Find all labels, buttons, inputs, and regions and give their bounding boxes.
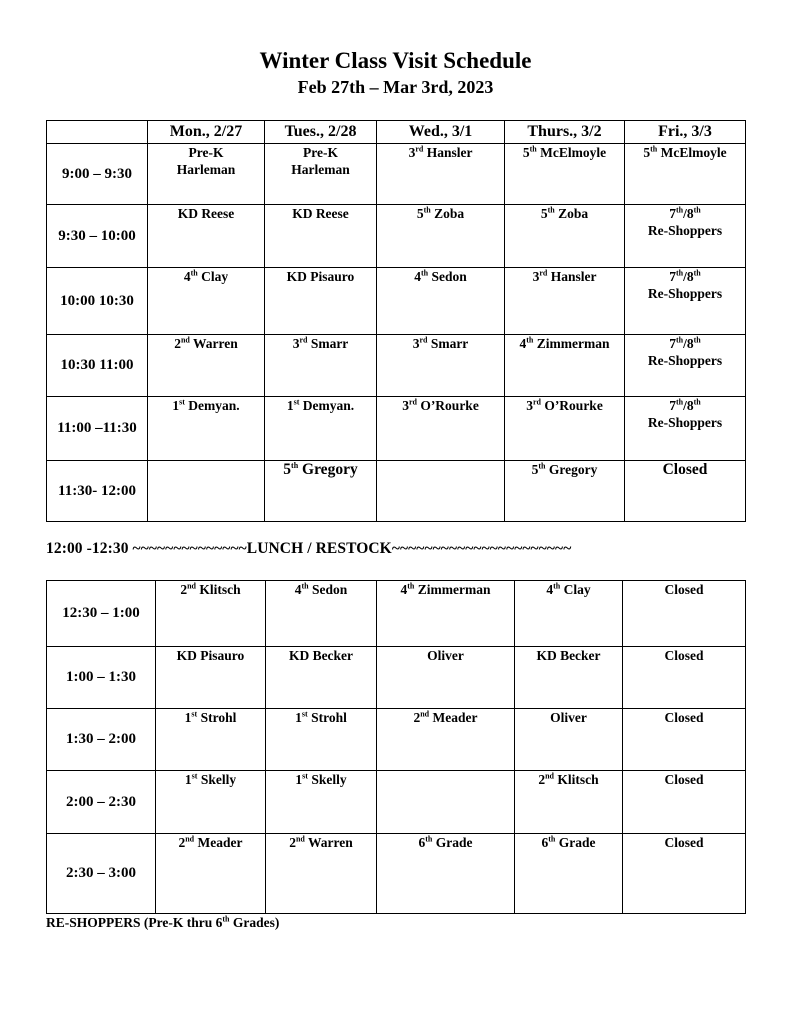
teacher-name: Closed — [664, 835, 704, 850]
teacher-name: Oliver — [550, 710, 587, 725]
grade-number: 3 — [402, 398, 409, 413]
ordinal-suffix: th — [291, 460, 299, 470]
class-cell — [515, 581, 623, 647]
grade-number: 1 — [286, 398, 294, 413]
teacher-name: O’Rourke — [420, 398, 479, 413]
teacher-name: Zoba — [558, 206, 589, 221]
class-cell — [623, 647, 746, 709]
ordinal-suffix: rd — [408, 397, 417, 407]
class-cell — [377, 709, 515, 771]
class-cell — [148, 268, 265, 335]
teacher-name: Zimmerman — [536, 336, 610, 351]
ordinal-suffix: th — [423, 205, 431, 215]
schedule-row — [47, 834, 746, 914]
grade-number: 7 — [669, 336, 676, 351]
grade-number: 1 — [172, 398, 180, 413]
teacher-name: Klitsch — [199, 582, 241, 597]
class-cell — [505, 335, 625, 397]
class-label: Re-Shoppers — [647, 415, 723, 430]
teacher-name: Clay — [201, 269, 229, 284]
teacher-name: Clay — [563, 582, 591, 597]
class-cell — [265, 268, 377, 335]
class-cell — [515, 647, 623, 709]
grade-number: 3 — [292, 336, 300, 351]
time-slot: 10:30 11:00 — [47, 335, 148, 397]
grade-number: 4 — [183, 269, 191, 284]
class-cell — [623, 709, 746, 771]
class-cell — [148, 461, 265, 522]
teacher-name: Klitsch — [557, 772, 599, 787]
grade-number: 8 — [686, 336, 694, 351]
grade-number: 6 — [418, 835, 426, 850]
class-cell — [377, 581, 515, 647]
teacher-name: Skelly — [311, 772, 347, 787]
ordinal-suffix: th — [538, 461, 546, 471]
reshoppers-footnote — [46, 915, 279, 931]
schedule-row — [47, 647, 746, 709]
teacher-name: Closed — [662, 461, 708, 478]
grade-number: 2 — [538, 772, 546, 787]
grade-number: 5 — [283, 461, 292, 478]
teacher-name: Smarr — [310, 336, 349, 351]
grade-number: 1 — [295, 772, 303, 787]
class-label: Re-Shoppers — [647, 223, 723, 238]
teacher-name: Oliver — [427, 648, 464, 663]
ordinal-suffix: rd — [415, 144, 424, 154]
ordinal-suffix: th — [407, 581, 415, 591]
page-title: Winter Class Visit Schedule — [259, 48, 532, 73]
class-cell — [377, 647, 515, 709]
class-cell — [377, 144, 505, 205]
teacher-name: Closed — [664, 648, 704, 663]
ordinal-suffix: nd — [420, 709, 430, 719]
grade-number: 5 — [531, 462, 539, 477]
schedule-row — [47, 335, 746, 397]
teacher-name: Harleman — [176, 162, 236, 177]
class-cell — [266, 647, 377, 709]
grade-number: 2 — [178, 835, 186, 850]
teacher-name: Closed — [664, 710, 704, 725]
class-cell — [148, 205, 265, 268]
grade-number: 8 — [686, 206, 694, 221]
class-cell — [377, 461, 505, 522]
class-cell — [377, 268, 505, 335]
ordinal-suffix: th — [693, 268, 701, 278]
class-cell — [515, 771, 623, 834]
ordinal-suffix: rd — [419, 335, 428, 345]
ordinal-suffix: th — [650, 144, 658, 154]
ordinal-suffix: th — [420, 268, 429, 278]
teacher-name: Smarr — [430, 336, 469, 351]
schedule-row — [47, 709, 746, 771]
class-cell — [623, 771, 746, 834]
class-cell: 7th/8th Re-Shoppers — [625, 205, 746, 268]
ordinal-suffix: th — [675, 397, 684, 407]
class-cell — [265, 335, 377, 397]
grade-number: 4 — [414, 269, 421, 284]
teacher-name: Sedon — [431, 269, 467, 284]
class-cell — [515, 709, 623, 771]
class-cell — [266, 771, 377, 834]
grade-number: 3 — [412, 336, 420, 351]
ordinal-suffix: st — [191, 771, 198, 781]
schedule-row — [47, 397, 746, 461]
grade-number: 3 — [526, 398, 533, 413]
page-subtitle: Feb 27th – Mar 3rd, 2023 — [297, 77, 494, 97]
corner-cell — [47, 121, 148, 144]
teacher-name: O’Rourke — [544, 398, 603, 413]
teacher-name: Strohl — [200, 710, 237, 725]
day-header: Mon., 2/27 — [148, 121, 265, 144]
ordinal-suffix: th — [547, 205, 555, 215]
ordinal-suffix: nd — [185, 834, 195, 844]
time-slot: 1:00 – 1:30 — [47, 647, 156, 709]
time-slot: 11:00 –11:30 — [47, 397, 148, 461]
teacher-name: Harleman — [291, 162, 350, 177]
teacher-name: Sedon — [311, 582, 348, 597]
schedule-row — [47, 268, 746, 335]
ordinal-suffix: th — [529, 144, 537, 154]
teacher-name: Closed — [664, 582, 704, 597]
day-header-row — [47, 121, 746, 144]
morning-schedule-table — [46, 120, 746, 522]
ordinal-suffix: th — [553, 581, 561, 591]
day-header: Wed., 3/1 — [377, 121, 505, 144]
class-cell: 7th/8th Re-Shoppers — [625, 335, 746, 397]
teacher-name: KD Becker — [288, 648, 354, 663]
class-cell: 7th/8th Re-Shoppers — [625, 268, 746, 335]
ordinal-suffix: th — [190, 268, 198, 278]
ordinal-suffix: nd — [545, 771, 554, 781]
ordinal-suffix: st — [179, 397, 185, 407]
teacher-name: McElmoyle — [540, 145, 607, 160]
teacher-name: KD Reese — [177, 206, 235, 221]
grade-number: 3 — [408, 145, 416, 160]
class-cell — [265, 397, 377, 461]
day-header: Thurs., 3/2 — [505, 121, 625, 144]
class-cell — [377, 205, 505, 268]
grade-number: 7 — [669, 269, 676, 284]
grade-number: 6 — [541, 835, 549, 850]
ordinal-suffix: rd — [532, 397, 541, 407]
class-cell — [625, 461, 746, 522]
ordinal-suffix: st — [293, 397, 300, 407]
class-cell — [377, 397, 505, 461]
ordinal-suffix: th — [675, 205, 684, 215]
class-cell: 7th/8th Re-Shoppers — [625, 397, 746, 461]
schedule-row — [47, 461, 746, 522]
class-cell — [623, 834, 746, 914]
day-header: Fri., 3/3 — [625, 121, 746, 144]
schedule-row — [47, 144, 746, 205]
schedule-row — [47, 205, 746, 268]
class-cell — [156, 709, 266, 771]
class-cell — [156, 581, 266, 647]
ordinal-suffix: th — [425, 834, 433, 844]
teacher-name: Warren — [308, 835, 353, 850]
class-cell — [266, 709, 377, 771]
class-cell — [266, 581, 377, 647]
class-cell — [515, 834, 623, 914]
teacher-name: McElmoyle — [660, 145, 727, 160]
class-cell — [505, 268, 625, 335]
class-cell — [265, 461, 377, 522]
lunch-restock-line: 12:00 -12:30 ~~~~~~~~~~~~~~LUNCH / RESTOCK~~~~~~~~~~~~~~~~~~~~~~ — [46, 540, 572, 557]
grade-number: 2 — [174, 336, 181, 351]
class-cell — [266, 834, 377, 914]
teacher-name: Grade — [435, 835, 473, 850]
ordinal-suffix: th — [548, 834, 556, 844]
ordinal-suffix: rd — [299, 335, 308, 345]
ordinal-suffix: st — [302, 771, 308, 781]
ordinal-suffix: rd — [539, 268, 548, 278]
class-cell — [623, 581, 746, 647]
ordinal-suffix: nd — [187, 581, 196, 591]
class-label: Pre-K — [303, 145, 338, 160]
class-cell — [377, 335, 505, 397]
grade-number: 2 — [413, 710, 421, 725]
teacher-name: Warren — [193, 336, 238, 351]
teacher-name: Meader — [432, 710, 478, 725]
teacher-name: Closed — [664, 772, 704, 787]
class-cell — [377, 771, 515, 834]
teacher-name: Demyan. — [302, 398, 355, 413]
teacher-name: KD Reese — [292, 206, 349, 221]
class-cell — [265, 144, 377, 205]
class-label: Pre-K — [188, 145, 224, 160]
teacher-name: KD Pisauro — [286, 269, 355, 284]
grade-number: 5 — [416, 206, 424, 221]
ordinal-suffix: nd — [295, 834, 305, 844]
ordinal-suffix: st — [301, 709, 308, 719]
grade-number: 4 — [294, 582, 302, 597]
grade-number: 5 — [643, 145, 651, 160]
grade-number: 4 — [519, 336, 527, 351]
grade-number: 4 — [400, 582, 408, 597]
class-cell — [156, 834, 266, 914]
teacher-name: Demyan. — [188, 398, 240, 413]
time-slot: 2:30 – 3:00 — [47, 834, 156, 914]
teacher-name: Strohl — [311, 710, 347, 725]
grade-number: 7 — [669, 206, 676, 221]
class-cell — [505, 397, 625, 461]
ordinal-suffix: th — [526, 335, 534, 345]
class-cell — [148, 397, 265, 461]
class-cell — [625, 144, 746, 205]
grade-number: 7 — [669, 398, 676, 413]
teacher-name: KD Becker — [536, 648, 601, 663]
ordinal-suffix: th — [301, 581, 309, 591]
class-cell — [156, 771, 266, 834]
grade-number: 5 — [522, 145, 530, 160]
class-cell — [505, 205, 625, 268]
teacher-name: Skelly — [200, 772, 237, 787]
time-slot: 11:30- 12:00 — [47, 461, 148, 522]
class-cell — [148, 335, 265, 397]
grade-number: 2 — [289, 835, 296, 850]
grade-number: 1 — [295, 710, 302, 725]
class-label: Re-Shoppers — [647, 353, 723, 368]
teacher-name: Hansler — [550, 269, 597, 284]
time-slot: 9:30 – 10:00 — [47, 205, 148, 268]
class-cell — [377, 834, 515, 914]
class-label: Re-Shoppers — [647, 286, 723, 301]
teacher-name: Zimmerman — [417, 582, 491, 597]
ordinal-suffix: th — [693, 397, 701, 407]
class-cell — [265, 205, 377, 268]
afternoon-schedule-table — [46, 580, 746, 914]
time-slot: 9:00 – 9:30 — [47, 144, 148, 205]
teacher-name: Grade — [558, 835, 596, 850]
time-slot: 1:30 – 2:00 — [47, 709, 156, 771]
class-cell — [156, 647, 266, 709]
grade-number: 1 — [184, 772, 192, 787]
ordinal-suffix: st — [191, 709, 198, 719]
grade-number: 8 — [686, 269, 694, 284]
grade-number: 1 — [184, 710, 192, 725]
teacher-name: Hansler — [426, 145, 473, 160]
class-cell — [505, 144, 625, 205]
teacher-name: Gregory — [548, 462, 598, 477]
time-slot: 10:00 10:30 — [47, 268, 148, 335]
grade-number: 2 — [180, 582, 188, 597]
grade-number: 3 — [532, 269, 540, 284]
footnote-text-end: Grades) — [229, 915, 280, 930]
footnote-text: RE-SHOPPERS (Pre-K thru 6 — [46, 915, 223, 930]
day-header: Tues., 2/28 — [265, 121, 377, 144]
teacher-name: Zoba — [434, 206, 465, 221]
ordinal-suffix: nd — [180, 335, 190, 345]
ordinal-suffix: th — [675, 335, 684, 345]
schedule-row — [47, 581, 746, 647]
grade-number: 5 — [540, 206, 548, 221]
ordinal-suffix: th — [693, 335, 701, 345]
grade-number: 4 — [546, 582, 554, 597]
class-cell — [505, 461, 625, 522]
ordinal-suffix: th — [675, 268, 684, 278]
teacher-name: Gregory — [302, 461, 358, 478]
class-cell — [148, 144, 265, 205]
teacher-name: KD Pisauro — [176, 648, 245, 663]
grade-number: 8 — [686, 398, 694, 413]
teacher-name: Meader — [197, 835, 243, 850]
schedule-row — [47, 771, 746, 834]
ordinal-suffix: th — [693, 205, 701, 215]
footnote-sup: th — [222, 914, 230, 924]
time-slot: 2:00 – 2:30 — [47, 771, 156, 834]
time-slot: 12:30 – 1:00 — [47, 581, 156, 647]
